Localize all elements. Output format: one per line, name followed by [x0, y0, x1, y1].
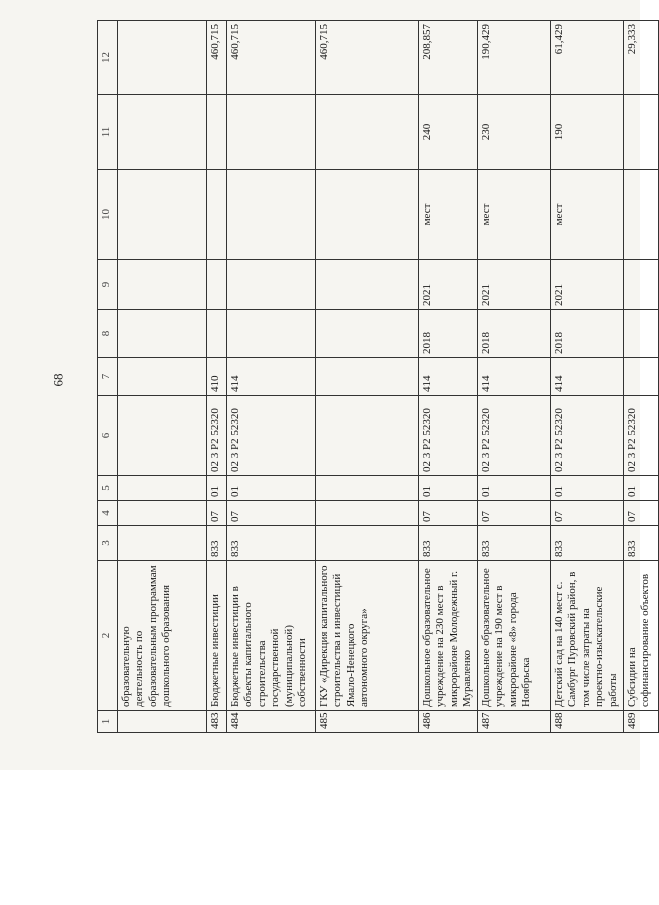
end-year-cell: 2021 — [551, 260, 624, 310]
start-year-cell: 2018 — [478, 310, 551, 358]
header-cell: 12 — [98, 21, 118, 95]
start-year-cell — [227, 310, 316, 358]
expense-type-cell — [624, 358, 659, 396]
amount-cell: 190,429 — [478, 21, 551, 95]
section-cell: 07 — [419, 501, 478, 526]
target-article-cell — [118, 396, 207, 476]
end-year-cell — [227, 260, 316, 310]
row-number-cell: 484 — [227, 711, 316, 733]
end-year-cell: 2021 — [419, 260, 478, 310]
table-header-row — [98, 21, 118, 733]
unit-cell — [227, 170, 316, 260]
target-article-cell: 02 3 P2 52320 — [478, 396, 551, 476]
end-year-cell — [207, 260, 227, 310]
table-row — [624, 21, 659, 733]
page-number: 68 — [50, 373, 66, 387]
code-cell: 833 — [227, 526, 316, 561]
row-number-cell: 487 — [478, 711, 551, 733]
table-row — [118, 21, 207, 733]
subsection-cell: 01 — [624, 476, 659, 501]
capacity-cell: 240 — [419, 95, 478, 170]
table-row — [478, 21, 551, 733]
code-cell: 833 — [207, 526, 227, 561]
code-cell — [316, 526, 419, 561]
target-article-cell: 02 3 P2 52320 — [551, 396, 624, 476]
amount-cell: 29,333 — [624, 21, 659, 95]
subsection-cell — [118, 476, 207, 501]
unit-cell: мест — [419, 170, 478, 260]
row-name-cell: Дошкольное образовательное учреждение на 190 мест в микрорайоне «8» города Ноябрьска — [478, 561, 551, 711]
start-year-cell — [624, 310, 659, 358]
unit-cell — [207, 170, 227, 260]
capacity-cell — [227, 95, 316, 170]
row-number-cell: 486 — [419, 711, 478, 733]
header-cell: 4 — [98, 501, 118, 526]
row-name-cell: образовательную деятельность по образовательным программам дошкольного образования — [118, 561, 207, 711]
row-number-cell: 489 — [624, 711, 659, 733]
table-row — [316, 21, 419, 733]
header-cell: 5 — [98, 476, 118, 501]
expense-type-cell: 410 — [207, 358, 227, 396]
capacity-cell — [624, 95, 659, 170]
end-year-cell — [624, 260, 659, 310]
header-cell: 7 — [98, 358, 118, 396]
subsection-cell: 01 — [551, 476, 624, 501]
amount-cell — [118, 21, 207, 95]
row-name-cell: Бюджетные инвестиции — [207, 561, 227, 711]
expense-type-cell — [316, 358, 419, 396]
end-year-cell — [118, 260, 207, 310]
section-cell: 07 — [624, 501, 659, 526]
start-year-cell — [316, 310, 419, 358]
start-year-cell: 2018 — [551, 310, 624, 358]
target-article-cell: 02 3 P2 52320 — [624, 396, 659, 476]
row-number-cell: 488 — [551, 711, 624, 733]
header-cell: 9 — [98, 260, 118, 310]
table-body — [98, 21, 659, 733]
table-row — [227, 21, 316, 733]
amount-cell: 61,429 — [551, 21, 624, 95]
code-cell: 833 — [419, 526, 478, 561]
code-cell: 833 — [624, 526, 659, 561]
header-cell: 3 — [98, 526, 118, 561]
table-row — [419, 21, 478, 733]
subsection-cell: 01 — [207, 476, 227, 501]
subsection-cell: 01 — [419, 476, 478, 501]
unit-cell: мест — [478, 170, 551, 260]
row-name-cell: Детский сад на 140 мест с. Самбург Пуровский район, в том числе затраты на проектно-изыскательские работы — [551, 561, 624, 711]
subsection-cell: 01 — [478, 476, 551, 501]
section-cell — [118, 501, 207, 526]
subsection-cell: 01 — [227, 476, 316, 501]
row-name-cell: Дошкольное образовательное учреждение на 230 мест в микрорайоне Молодежный г. Муравленко — [419, 561, 478, 711]
capacity-cell — [118, 95, 207, 170]
expense-type-cell: 414 — [419, 358, 478, 396]
capacity-cell — [316, 95, 419, 170]
unit-cell: мест — [551, 170, 624, 260]
rotated-table-wrapper — [97, 21, 652, 733]
expense-type-cell: 414 — [551, 358, 624, 396]
row-name-cell: Бюджетные инвестиции в объекты капитального строительства государственной (муниципальной) собственности — [227, 561, 316, 711]
header-cell: 1 — [98, 711, 118, 733]
row-name-cell: ГКУ «Дирекция капитального строительства и инвестиций Ямало-Ненецкого автономного округа» — [316, 561, 419, 711]
code-cell — [118, 526, 207, 561]
code-cell: 833 — [551, 526, 624, 561]
table-row — [207, 21, 227, 733]
table-row — [551, 21, 624, 733]
amount-cell: 208,857 — [419, 21, 478, 95]
row-number-cell — [118, 711, 207, 733]
start-year-cell — [118, 310, 207, 358]
unit-cell — [118, 170, 207, 260]
capacity-cell — [207, 95, 227, 170]
section-cell: 07 — [551, 501, 624, 526]
expense-type-cell — [118, 358, 207, 396]
code-cell: 833 — [478, 526, 551, 561]
header-cell: 11 — [98, 95, 118, 170]
end-year-cell — [316, 260, 419, 310]
header-cell: 2 — [98, 561, 118, 711]
section-cell: 07 — [478, 501, 551, 526]
end-year-cell: 2021 — [478, 260, 551, 310]
amount-cell: 460,715 — [227, 21, 316, 95]
header-cell: 8 — [98, 310, 118, 358]
capacity-cell: 230 — [478, 95, 551, 170]
start-year-cell — [207, 310, 227, 358]
section-cell: 07 — [207, 501, 227, 526]
unit-cell — [624, 170, 659, 260]
section-cell — [316, 501, 419, 526]
target-article-cell: 02 3 P2 52320 — [207, 396, 227, 476]
start-year-cell: 2018 — [419, 310, 478, 358]
row-name-cell: Субсидии на софинансирование объектов — [624, 561, 659, 711]
section-cell: 07 — [227, 501, 316, 526]
target-article-cell — [316, 396, 419, 476]
header-cell: 6 — [98, 396, 118, 476]
budget-table — [97, 20, 659, 733]
subsection-cell — [316, 476, 419, 501]
header-cell: 10 — [98, 170, 118, 260]
capacity-cell: 190 — [551, 95, 624, 170]
amount-cell: 460,715 — [207, 21, 227, 95]
row-number-cell: 485 — [316, 711, 419, 733]
expense-type-cell: 414 — [478, 358, 551, 396]
row-number-cell: 483 — [207, 711, 227, 733]
amount-cell: 460,715 — [316, 21, 419, 95]
target-article-cell: 02 3 P2 52320 — [419, 396, 478, 476]
target-article-cell: 02 3 P2 52320 — [227, 396, 316, 476]
unit-cell — [316, 170, 419, 260]
expense-type-cell: 414 — [227, 358, 316, 396]
